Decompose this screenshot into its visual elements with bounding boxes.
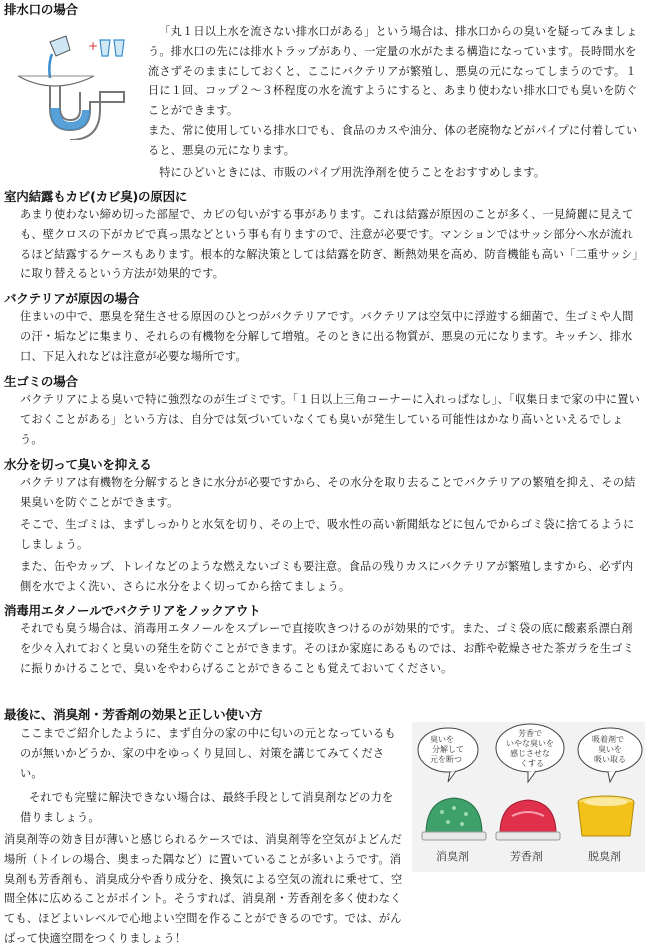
drain-illustration xyxy=(14,30,144,140)
usage-paragraph-3: 消臭剤等の効き目が薄いと感じられるケースでは、消臭剤等を空気がよどんだ場所（トイレの場合、奥まった隅など）に置いていることが多いようです。消臭剤も芳香剤も、消臭成分や香り成分を、換気による空気の流れに乗せて、空間全体に広めることがポイント。そうすれば、消臭剤・芳香剤を多く使わなくても、ほどよいレベルで心地よい空間を作ることができるのです。では、がんばって快適空間をつくりましょう！ xyxy=(4,833,403,945)
drain-paragraph-2: また、常に使用している排水口でも、食品のカスや油分、体の老廃物などがパイプに付着していると、悪臭の元になります。 xyxy=(148,124,638,157)
condensation-paragraph: あまり使わない締め切った部屋で、カビの匂いがする事があります。これは結露が原因のことが多く、一見綺麗に見えても、壁クロスの下がカビで真っ黒などという事も有りますので、注意が必要です。マンションではサッシ部分へ水が流れるほど結露するケースもあります。根本的な解決策としては結露を防ぎ、断熱効果を高め、防音機能も高い「二重サッシ」に取り替えるという方法が効果的です。 xyxy=(20,208,644,281)
absorber-container-icon xyxy=(578,796,634,836)
svg-text:吸着剤で: 吸着剤で xyxy=(592,735,624,744)
label-deodorizer: 消臭剤 xyxy=(436,850,469,863)
deodorant-illustration xyxy=(412,722,645,872)
heading-garbage: 生ゴミの場合 xyxy=(4,374,78,389)
svg-text:元を断つ: 元を断つ xyxy=(430,755,462,764)
svg-text:吸い取る: 吸い取る xyxy=(594,755,626,764)
drain-paragraph-3: 特にひどいときには、市販のパイプ用洗浄剤を使うことをおすすめします。 xyxy=(159,166,546,179)
fragrance-container-icon xyxy=(496,800,560,840)
bacteria-paragraph: 住まいの中で、悪臭を発生させる原因のひとつがバクテリアです。バクテリアは空気中に浮遊する細菌で、生ゴミや人間の汗・垢などに集まり、それらの有機物を分解して増殖。そのときに出る物質が、悪臭の元になります。キッチン、排水口、下足入れなどは注意が必要な場所です。 xyxy=(20,310,634,363)
ethanol-paragraph: それでも臭う場合は、消毒用エタノールをスプレーで直接吹きつけるのが効果的です。また、ゴミ袋の底に酸素系漂白剤を少々入れておくと臭いの発生を防ぐことができます。そのほか家庭にあるものでは、お酢や乾燥させた茶ガラを生ゴミに振りかけることで、臭いをやわらげることができることも覚えておいてください。 xyxy=(20,622,635,675)
moisture-paragraph-1: バクテリアは有機物を分解するときに水分が必要ですから、その水分を取り去ることでバクテリアの繁殖を抑え、その結果臭いを防ぐことができます。 xyxy=(20,476,636,509)
drain-trap-icon xyxy=(50,86,124,140)
moisture-paragraph-2: そこで、生ゴミは、まずしっかりと水気を切り、その上で、吸水性の高い新聞紙などに包んでからゴミ袋に捨てるようにしましょう。 xyxy=(20,518,635,551)
usage-paragraph-2: それでも完璧に解決できない場合は、最終手段として消臭剤などの力を借りましょう。 xyxy=(20,791,394,824)
svg-text:いやな臭いを: いやな臭いを xyxy=(506,739,554,748)
heading-drain: 排水口の場合 xyxy=(4,2,78,17)
svg-text:くする: くする xyxy=(520,759,544,768)
speech-bubble-deodorizer xyxy=(418,728,478,782)
svg-text:臭いを: 臭いを xyxy=(598,745,622,754)
heading-bacteria: バクテリアが原因の場合 xyxy=(4,291,140,306)
pouring-cup-icon xyxy=(49,36,70,78)
heading-remove-moisture: 水分を切って臭いを抑える xyxy=(4,457,152,472)
drain-paragraph-1: 「丸１日以上水を流さない排水口がある」という場合は、排水口からの臭いを疑ってみましょう。排水口の先には排水トラップがあり、一定量の水がたまる構造になっています。長時間水を流さずそのままにしておくと、ここにバクテリアが繁殖し、悪臭の元になってしまうのです。１日に１回、コップ２～３杯程度の水を流すようにすると、あまり使わない排水口でも臭いを防ぐことができます。 xyxy=(148,25,638,118)
garbage-paragraph: バクテリアによる臭いで特に強烈なのが生ゴミです。「１日以上三角コーナーに入れっぱなし」、「収集日まで家の中に置いておくことがある」という方は、自分では気づいていなくても臭いが発生している可能性はかなり高いといえるでしょう。 xyxy=(20,393,641,446)
svg-text:感じさせな: 感じさせな xyxy=(510,749,550,758)
svg-text:芳香で: 芳香で xyxy=(518,729,542,738)
plus-icon: + xyxy=(88,39,99,53)
heading-deodorant-usage: 最後に、消臭剤・芳香剤の効果と正しい使い方 xyxy=(4,707,263,722)
speech-bubble-fragrance xyxy=(496,724,564,782)
cups-icon xyxy=(100,40,124,56)
usage-paragraph-3-start xyxy=(4,830,404,949)
speech-bubble-absorber xyxy=(578,728,642,782)
label-absorber: 脱臭剤 xyxy=(588,850,621,863)
moisture-paragraph-3: また、缶やカップ、トレイなどのような燃えないゴミも要注意。食品の残りカスにバクテリアが繁殖しますから、必ず内側を水でよく洗い、さらに水分をよく切ってから捨てましょう。 xyxy=(20,560,634,593)
label-fragrance: 芳香剤 xyxy=(510,850,543,863)
heading-condensation: 室内結露もカビ(カビ臭)の原因に xyxy=(4,189,188,204)
svg-text:臭いを: 臭いを xyxy=(430,735,454,744)
deodorizer-container-icon xyxy=(422,798,486,840)
usage-paragraph-1: ここまでご紹介したように、まず自分の家の中に匂いの元となっているものが無いかどうか、家の中をゆっくり見回し、対策を講じてみてください。 xyxy=(20,727,396,780)
heading-ethanol: 消毒用エタノールでバクテリアをノックアウト xyxy=(4,603,261,618)
svg-text:分解して: 分解して xyxy=(432,745,464,754)
